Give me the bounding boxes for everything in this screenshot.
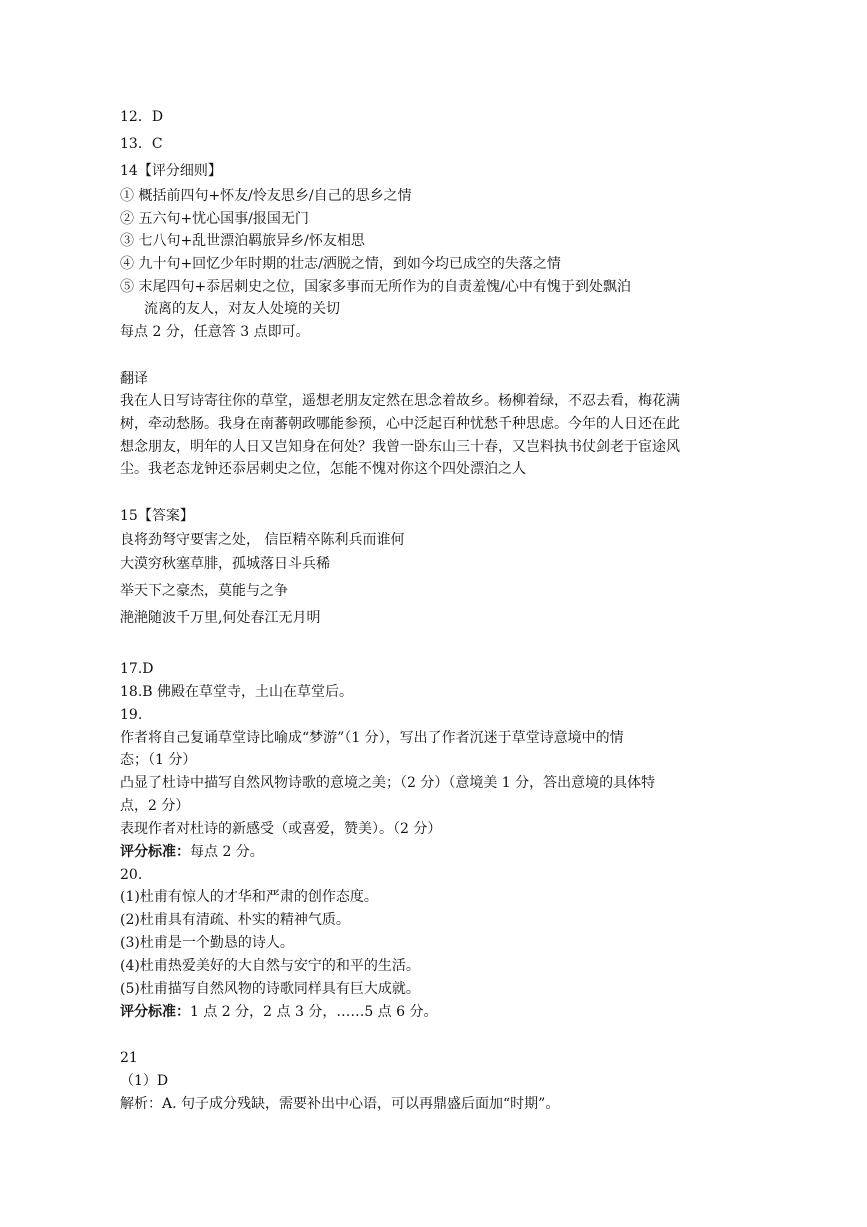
q19-scoring-text: 每点 2 分。 [190,844,264,860]
translation-line: 想念朋友，明年的人日又岂知身在何处？我曾一卧东山三十春，又岂料执书仗剑老于宦途风 [120,439,680,455]
q21-sub-answer: （1）D [120,1073,169,1089]
q19-scoring-label: 评分标准： [120,844,190,860]
q20-point: (3)杜甫是一个勤恳的诗人。 [120,935,294,951]
translation-line: 我在人日写诗寄往你的草堂，遥想老朋友定然在思念着故乡。杨柳着绿，不忍去看，梅花满 [120,393,680,409]
q14-item-3: ③ 七八句+乱世漂泊羁旅异乡/怀友相思 [120,233,365,249]
q20-scoring-text: 1 点 2 分，2 点 3 分，……5 点 6 分。 [190,1004,438,1020]
q15-answer-line: 大漠穷秋塞草腓，孤城落日斗兵稀 [120,556,330,572]
answer-13: 13．C [120,136,163,152]
q20-point: (2)杜甫具有清疏、朴实的精神气质。 [120,912,350,928]
q19-line: 凸显了杜诗中描写自然风物诗歌的意境之美；（2 分）（意境美 1 分，答出意境的具体特 [120,775,656,791]
q20-number: 20. [120,867,143,883]
q15-header: 15【答案】 [120,508,194,524]
q19-number: 19. [120,707,143,723]
q21-analysis: 解析：A. 句子成分残缺，需要补出中心语，可以再鼎盛后面加“时期”。 [120,1096,560,1112]
q15-answer-line: 举天下之豪杰，莫能与之争 [120,583,288,599]
translation-title: 翻译 [120,371,148,387]
q14-scoring-note: 每点 2 分，任意答 3 点即可。 [120,324,310,340]
q14-item-4: ④ 九十句+回忆少年时期的壮志/洒脱之情，到如今均已成空的失落之情 [120,256,561,272]
q19-line: 态；（1 分） [120,752,197,768]
q19-line: 点，2 分） [120,798,190,814]
q19-line: 作者将自己复诵草堂诗比喻成“梦游”（1 分），写出了作者沉迷于草堂诗意境中的情 [120,730,624,746]
q20-scoring-label: 评分标准： [120,1004,190,1020]
q15-answer-line: 滟滟随波千万里,何处春江无月明 [120,610,321,626]
q14-header: 14【评分细则】 [120,163,222,179]
answer-12: 12．D [120,109,164,125]
translation-line: 树，牵动愁肠。我身在南蕃朝政哪能参预，心中泛起百种忧愁千种思虑。今年的人日还在此 [120,416,680,432]
q20-point: (4)杜甫热爱美好的大自然与安宁的和平的生活。 [120,958,420,974]
q19-line: 表现作者对杜诗的新感受（或喜爱，赞美）。（2 分） [120,821,442,837]
q15-answer-line: 良将劲弩守要害之处， 信臣精卒陈利兵而谁何 [120,532,405,548]
q19-scoring [120,841,264,863]
answer-18: 18.B 佛殿在草堂寺，土山在草堂后。 [120,684,354,700]
translation-line: 尘。我老态龙钟还忝居刺史之位，怎能不愧对你这个四处漂泊之人 [120,461,526,477]
q14-item-5: ⑤ 末尾四句+忝居刺史之位，国家多事而无所作为的自责羞愧/心中有愧于到处飘泊 [120,279,631,295]
q14-item-1: ① 概括前四句+怀友/怜友思乡/自己的思乡之情 [120,188,412,204]
q20-point: (1)杜甫有惊人的才华和严肃的创作态度。 [120,889,378,905]
q14-item-2: ② 五六句+忧心国事/报国无门 [120,211,309,227]
q21-number: 21 [120,1050,138,1066]
q20-point: (5)杜甫描写自然风物的诗歌同样具有巨大成就。 [120,981,420,997]
answer-17: 17.D [120,661,154,677]
q14-item-5-continued: 流离的友人，对友人处境的关切 [144,301,340,317]
q20-scoring [120,1001,438,1023]
